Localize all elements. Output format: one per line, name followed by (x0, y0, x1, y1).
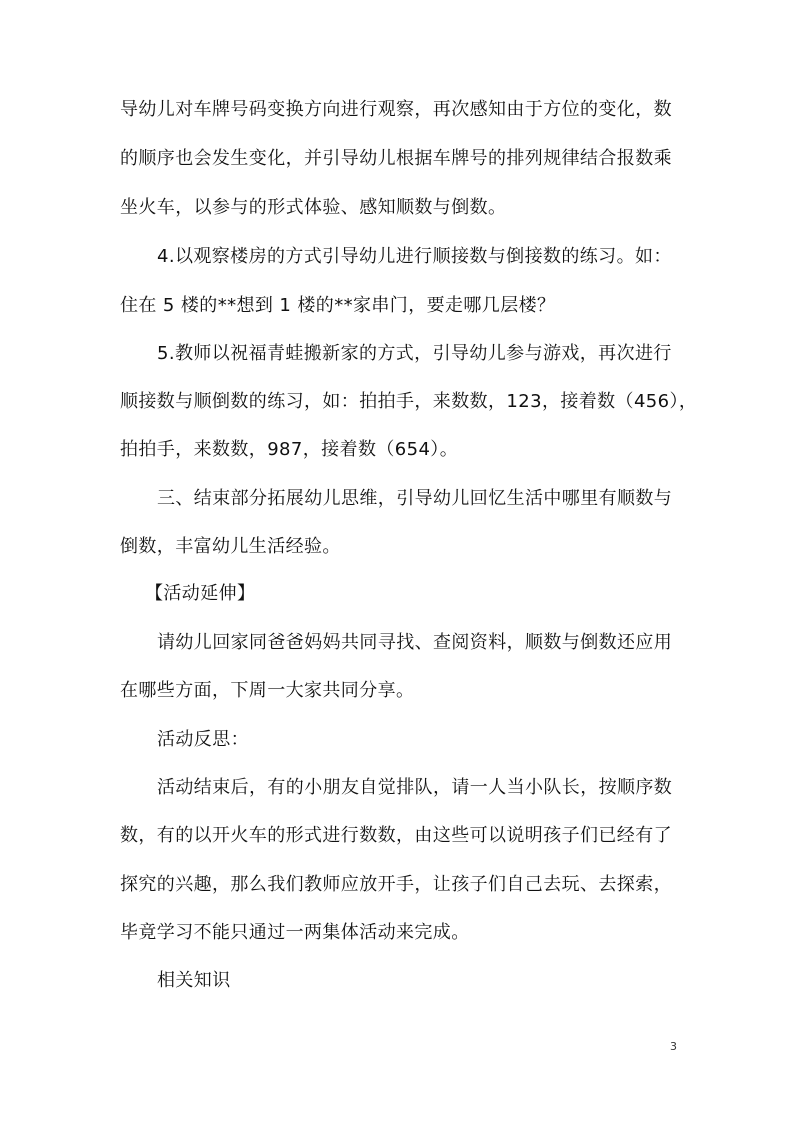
text-line: 活动结束后，有的小朋友自觉排队，请一人当小队长，按顺序数 (157, 777, 673, 798)
text-line: 住在 5 楼的**想到 1 楼的**家串门，要走哪几层楼？ (120, 295, 556, 316)
text-line: 的顺序也会发生变化，并引导幼儿根据车牌号的排列规律结合报数乘 (120, 148, 672, 169)
text-line: 顺接数与顺倒数的练习，如：拍拍手，来数数，123，接着数（456）， (120, 391, 698, 412)
page-number: 3 (670, 1040, 677, 1053)
text-line: 导幼儿对车牌号码变换方向进行观察，再次感知由于方位的变化，数 (120, 99, 672, 120)
text-line: 拍拍手，来数数，987，接着数（654）。 (120, 439, 459, 460)
text-line: 探究的兴趣，那么我们教师应放开手，让孩子们自己去玩、去探索， (120, 874, 672, 895)
text-line: 请幼儿回家同爸爸妈妈共同寻找、查阅资料，顺数与倒数还应用 (157, 632, 673, 653)
text-line: 在哪些方面，下周一大家共同分享。 (120, 680, 415, 701)
text-line: 毕竟学习不能只通过一两集体活动来完成。 (120, 922, 470, 943)
section-heading: 活动反思： (157, 729, 249, 750)
text-line: 三、结束部分拓展幼儿思维，引导幼儿回忆生活中哪里有顺数与 (157, 488, 673, 509)
section-heading: 相关知识 (157, 970, 231, 991)
text-line: 数，有的以开火车的形式进行数数，由这些可以说明孩子们已经有了 (120, 825, 672, 846)
text-line: 坐火车，以参与的形式体验、感知顺数与倒数。 (120, 197, 507, 218)
text-line: 4.以观察楼房的方式引导幼儿进行顺接数与倒接数的练习。如： (157, 246, 672, 267)
text-line: 5.教师以祝福青蛙搬新家的方式，引导幼儿参与游戏，再次进行 (157, 343, 672, 364)
section-heading: 【活动延伸】 (145, 583, 256, 604)
text-line: 倒数，丰富幼儿生活经验。 (120, 536, 341, 557)
